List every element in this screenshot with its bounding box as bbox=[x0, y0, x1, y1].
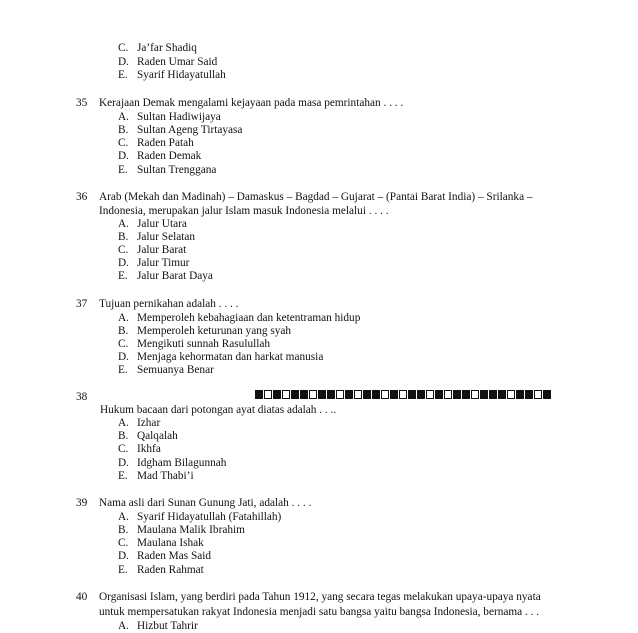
question-number: 38 bbox=[76, 391, 88, 403]
question-number: 39 bbox=[76, 497, 88, 509]
arabic-verse-glyphs bbox=[255, 390, 552, 402]
question-stem: Tujuan pernikahan adalah . . . . bbox=[99, 298, 239, 310]
question-stem: Kerajaan Demak mengalami kejayaan pada masa pemrintahan . . . . bbox=[99, 97, 404, 109]
question-stem-line-2: Indonesia, merupakan jalur Islam masuk Indonesia melalui . . . . bbox=[99, 205, 389, 217]
question-number: 35 bbox=[76, 97, 88, 109]
question-stem: Nama asli dari Sunan Gunung Jati, adalah . . . . bbox=[99, 497, 312, 509]
question-number: 40 bbox=[76, 591, 88, 603]
question-number: 36 bbox=[76, 191, 88, 203]
question-stem-line-1: Organisasi Islam, yang berdiri pada Tahun 1912, yang secara tegas melakukan upaya-upaya nyata bbox=[99, 591, 541, 603]
question-stem-line-2: untuk mempersatukan rakyat Indonesia menjadi satu bangsa yaitu bangsa Indonesia, bernama . . . bbox=[99, 606, 540, 618]
question-stem: Hukum bacaan dari potongan ayat diatas adalah . . .. bbox=[100, 404, 337, 416]
question-number: 37 bbox=[76, 298, 88, 310]
question-stem-line-1: Arab (Mekah dan Madinah) – Damaskus – Bagdad – Gujarat – (Pantai Barat India) – Srilanka – bbox=[99, 191, 533, 203]
